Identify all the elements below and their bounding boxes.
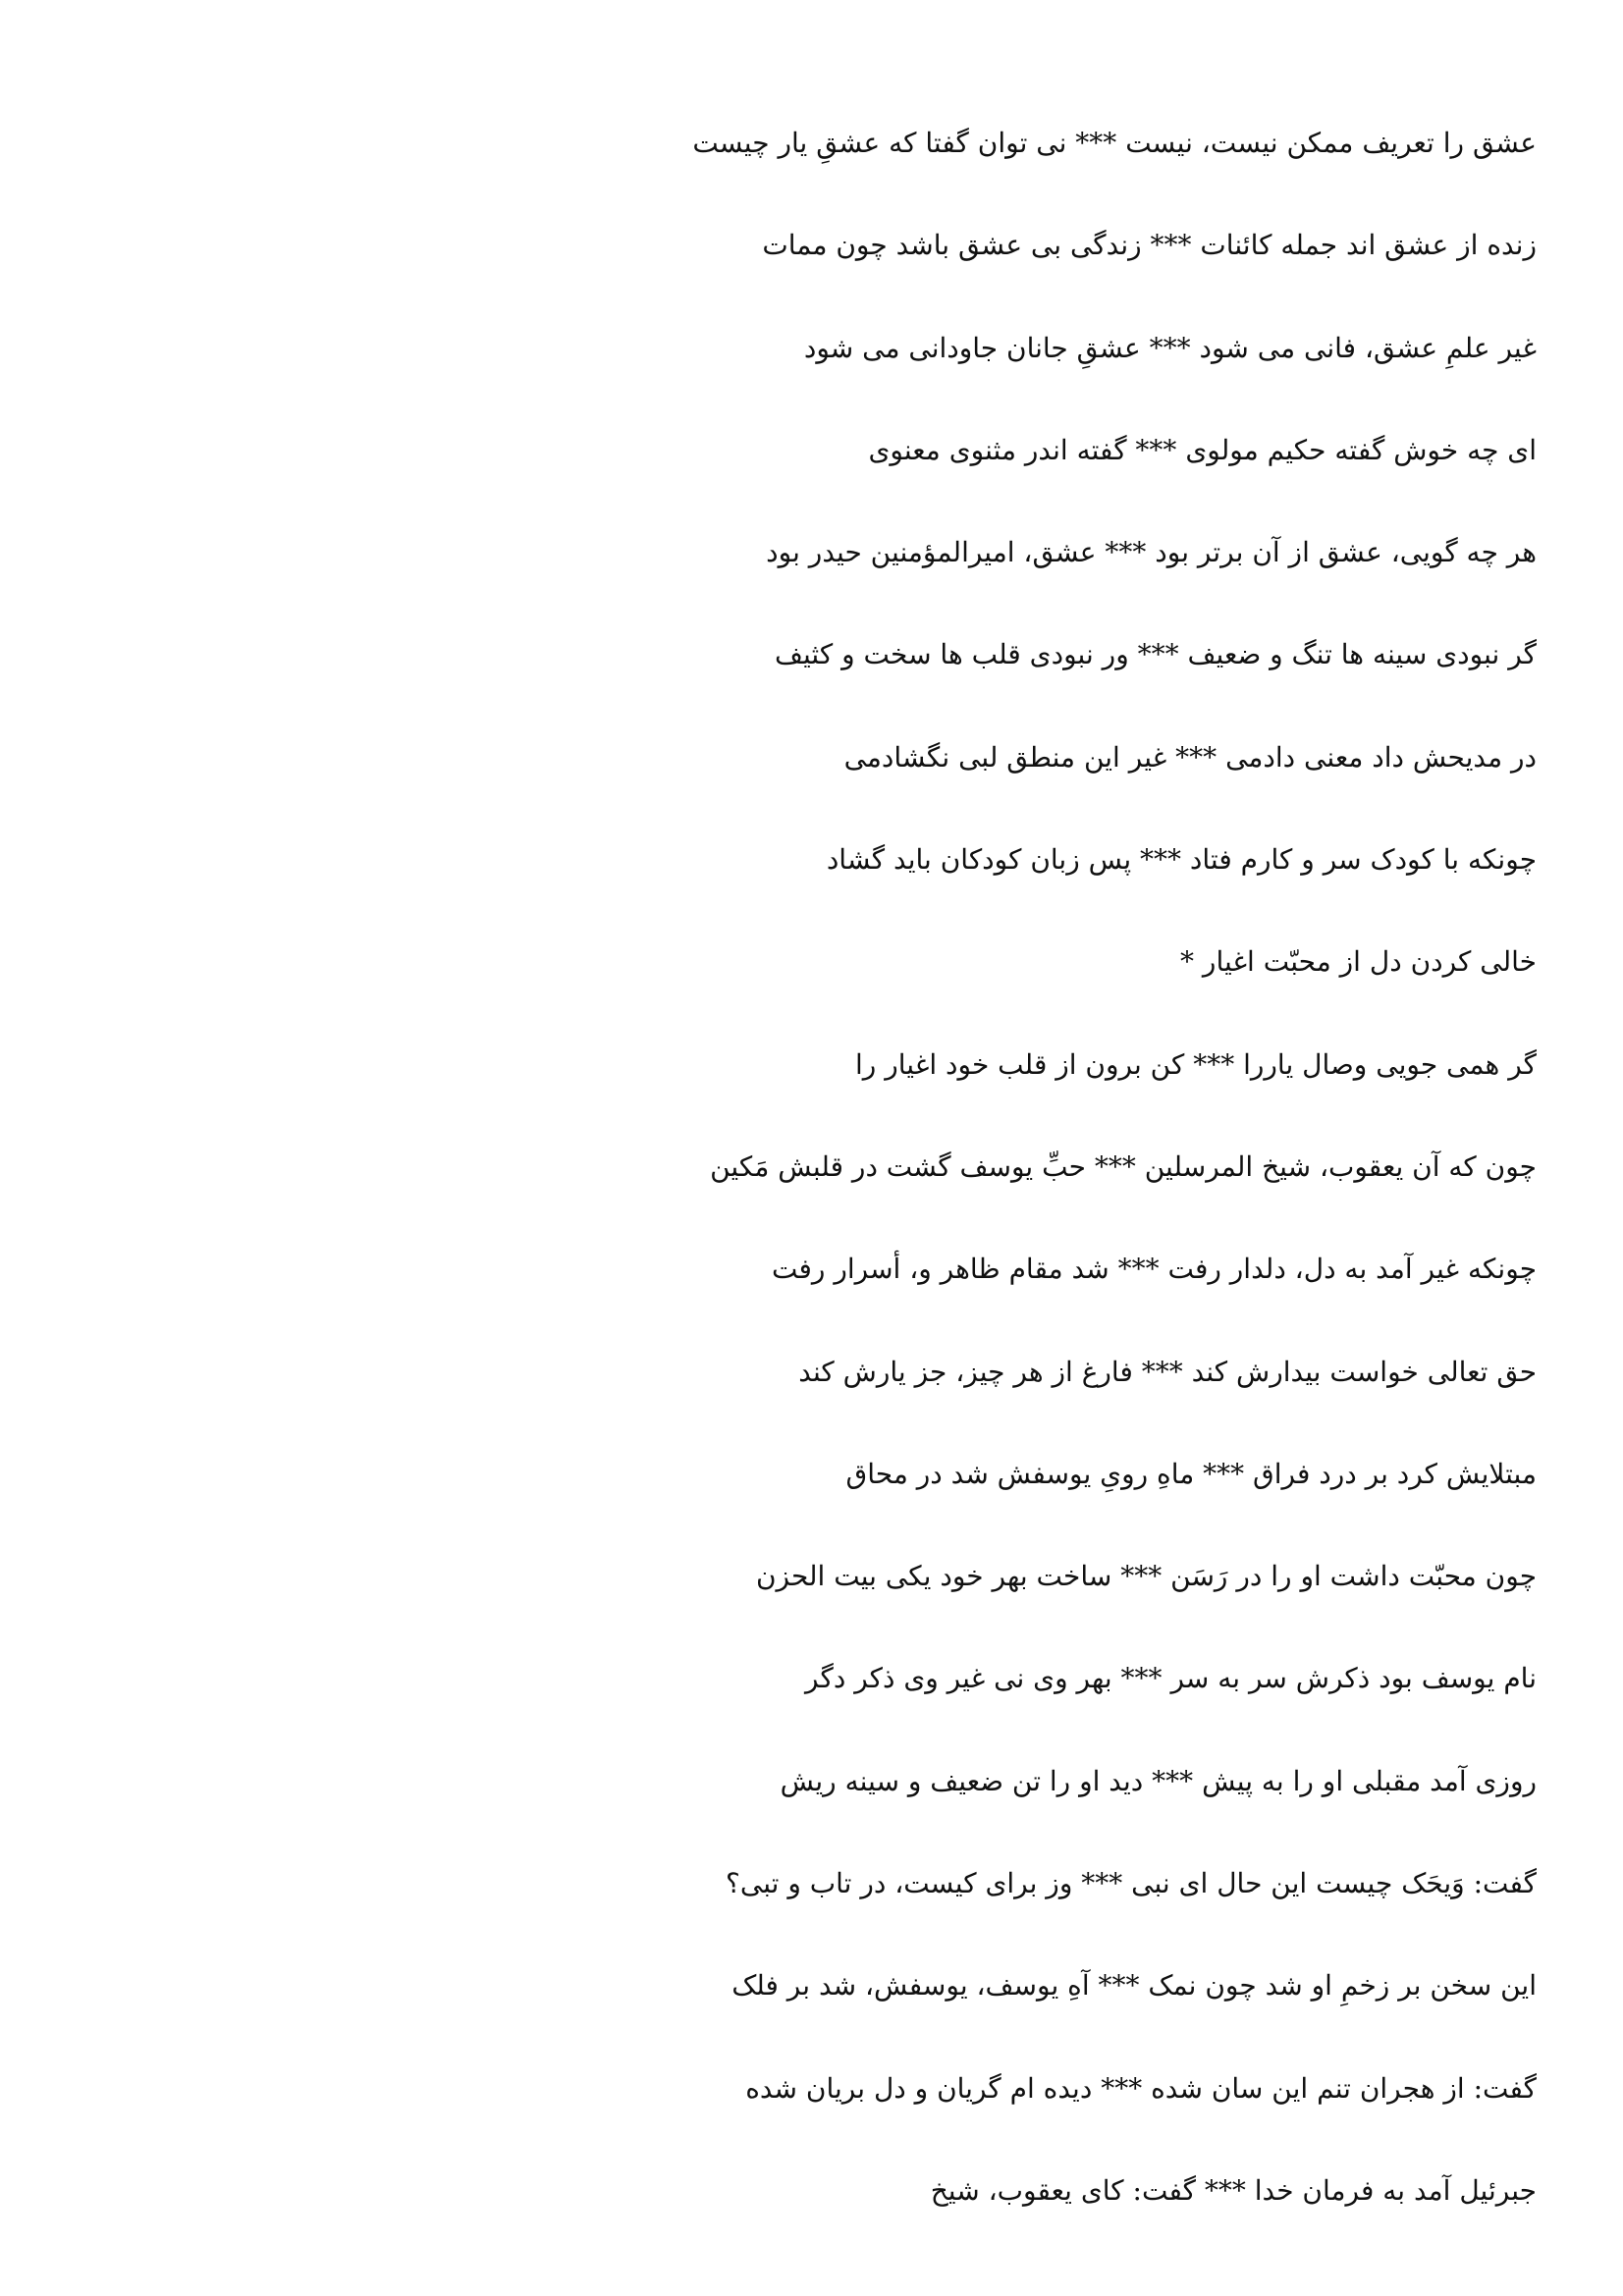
verse-line-19: این سخن بر زخمِ او شد چون نمک *** آهِ یوسف، یوسفش، شد بر فلک <box>731 1969 1537 2002</box>
poem-body <box>535 116 1537 2266</box>
verse-line-13: حق تعالی خواست بیدارش کند *** فارغ از هر چیز، جز یارش کند <box>798 1355 1537 1388</box>
verse-line-2: زنده از عشق اند جمله کائنات *** زندگی بی عشق باشد چون ممات <box>762 229 1537 262</box>
verse-line-17: روزی آمد مقبلی او را به پیش *** دید او را تن ضعیف و سینه ریش <box>780 1764 1537 1797</box>
verse-line-6: گر نبودی سینه ها تنگ و ضعیف *** ور نبودی قلب ها سخت و کثیف <box>774 638 1537 671</box>
verse-line-15: چون محبّت داشت او را در رَسَن *** ساخت بهر خود یکی بیت الحزن <box>755 1560 1537 1593</box>
verse-line-3: غیر علمِ عشق، فانی می شود *** عشقِ جانان جاودانی می شود <box>803 331 1537 364</box>
section-heading: خالی کردن دل از محبّت اغیار * <box>1180 945 1537 979</box>
verse-line-14: مبتلایش کرد بر درد فراق *** ماهِ رویِ یوسفش شد در محاق <box>845 1457 1537 1490</box>
verse-line-20: گفت: از هجران تنم این سان شده *** دیده ام گریان و دل بریان شده <box>745 2071 1537 2105</box>
verse-line-10: گر همی جویی وصال یاررا *** کن برون از قلب خود اغیار را <box>855 1047 1537 1081</box>
verse-line-16: نام یوسف بود ذکرش سر به سر *** بهر وی نی غیر وی ذکر دگر <box>805 1662 1537 1695</box>
verse-line-5: هر چه گویی، عشق از آن برتر بود *** عشق، امیرالمؤمنین حیدر بود <box>766 536 1537 569</box>
verse-line-7: در مدیحش داد معنی دادمی *** غیر این منطق لبی نگشادمی <box>843 740 1537 774</box>
verse-line-8: چونکه با کودک سر و کارم فتاد *** پس زبان کودکان باید گشاد <box>826 843 1537 877</box>
verse-line-21: جبرئیل آمد به فرمان خدا *** گفت: کای یعقوب، شیخ <box>930 2173 1537 2207</box>
verse-line-11: چون که آن یعقوب، شیخ المرسلین *** حبِّ یوسف گشت در قلبش مَکین <box>710 1149 1537 1183</box>
verse-line-12: چونکه غیر آمد به دل، دلدار رفت *** شد مقام ظاهر و، أسرار رفت <box>772 1253 1537 1286</box>
verse-line-18: گفت: وَیحَک چیست این حال ای نبی *** وز برای کیست، در تاب و تبی؟ <box>726 1867 1537 1900</box>
verse-line-4: ای چه خوش گفته حکیم مولوی *** گفته اندر مثنوی معنوی <box>868 433 1537 466</box>
verse-line-1: عشق را تعریف ممکن نیست، نیست *** نی توان گفتا که عشقِ یار چیست <box>692 127 1537 159</box>
